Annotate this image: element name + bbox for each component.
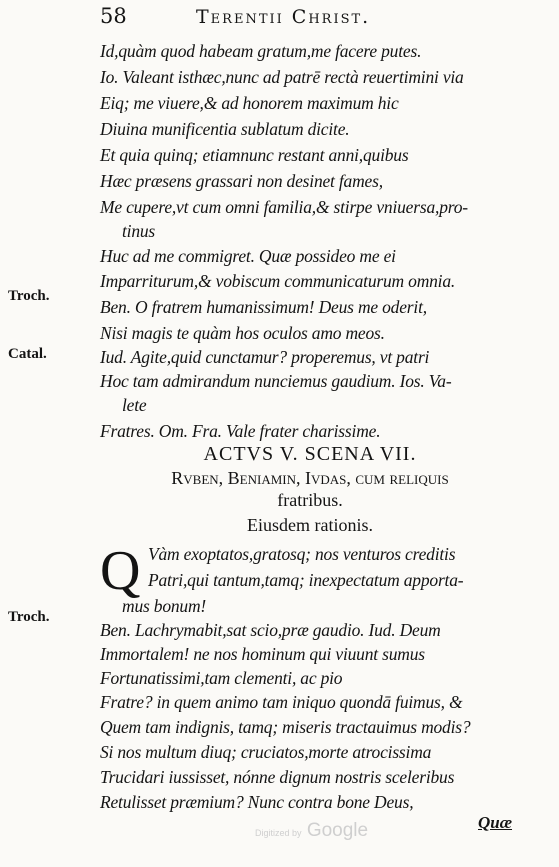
margin-note-meter: Troch.	[8, 609, 50, 625]
text-line: Ben. O fratrem humanissimum! Deus me oderit,	[100, 297, 427, 317]
text-line: Nisi magis te quàm hos oculos amo meos.	[100, 323, 385, 343]
text-line: Iud. Agite,quid cunctamur? properemus, vt patri	[100, 347, 430, 367]
text-line: mus bonum!	[122, 596, 207, 616]
text-line: tinus	[122, 221, 156, 241]
text-line: Me cupere,vt cum omni familia,& stirpe vniuersa,pro-	[100, 197, 468, 217]
text-line: Et quia quinq; etiamnunc restant anni,quibus	[100, 145, 409, 165]
text-line: Huc ad me commigret. Quæ possideo me ei	[100, 246, 396, 266]
watermark-prefix: Digitized by	[255, 828, 302, 838]
text-line: Quem tam indignis, tamq; miseris tractauimus modis?	[100, 717, 471, 737]
act-scene-heading: ACTVS V. SCENA VII.	[203, 443, 417, 465]
text-line: Hæc præsens grassari non desinet fames,	[100, 171, 383, 191]
text-line: Diuina munificentia sublatum dicite.	[100, 119, 350, 139]
text-line: Io. Valeant isthæc,nunc ad patrē rectà reuertimini via	[100, 67, 464, 87]
meter-note: Eiusdem rationis.	[247, 515, 373, 535]
margin-note-meter: Troch.	[8, 288, 50, 304]
text-line: Imparriturum,& vobiscum communicaturum omnia.	[100, 271, 456, 291]
text-line: Fratre? in quem animo tam iniquo quondā fuimus, &	[100, 692, 463, 712]
running-title: Terentii Christ.	[196, 6, 371, 28]
text-line: Retulisset præmium? Nunc contra bone Deus,	[100, 792, 414, 812]
dramatis-personae-cont: fratribus.	[277, 490, 343, 510]
page-number: 58	[100, 4, 127, 28]
text-line: Immortalem! ne nos hominum qui viuunt sumus	[100, 644, 425, 664]
text-line: Si nos multum diuq; cruciatos,morte atrocissima	[100, 742, 432, 762]
running-header	[100, 4, 520, 34]
text-line: Id,quàm quod habeam gratum,me facere putes.	[100, 41, 422, 61]
text-line: Ben. Lachrymabit,sat scio,præ gaudio. Iud. Deum	[100, 620, 441, 640]
text-line: Trucidari iussisset, nónne dignum nostris sceleribus	[100, 767, 455, 787]
watermark-brand: Google	[306, 820, 369, 841]
text-line: Patri,qui tantum,tamq; inexpectatum apporta-	[148, 570, 464, 590]
text-line: Hoc tam admirandum nunciemus gaudium. Ios. Va-	[100, 371, 452, 391]
margin-note-meter: Catal.	[8, 346, 47, 362]
text-line: Fortunatissimi,tam clementi, ac pio	[100, 668, 343, 688]
drop-capital: Q	[100, 540, 141, 602]
text-line: Eiq; me viuere,& ad honorem maximum hic	[100, 93, 399, 113]
text-line: Fratres. Om. Fra. Vale frater charissime.	[100, 421, 381, 441]
text-line: lete	[122, 395, 147, 415]
dramatis-personae: Rvben, Beniamin, Ivdas, cum reliquis	[171, 468, 449, 488]
catchword: Quæ	[478, 813, 513, 832]
digitization-watermark	[255, 820, 368, 842]
text-line: Vàm exoptatos,gratosq; nos venturos creditis	[148, 544, 456, 564]
